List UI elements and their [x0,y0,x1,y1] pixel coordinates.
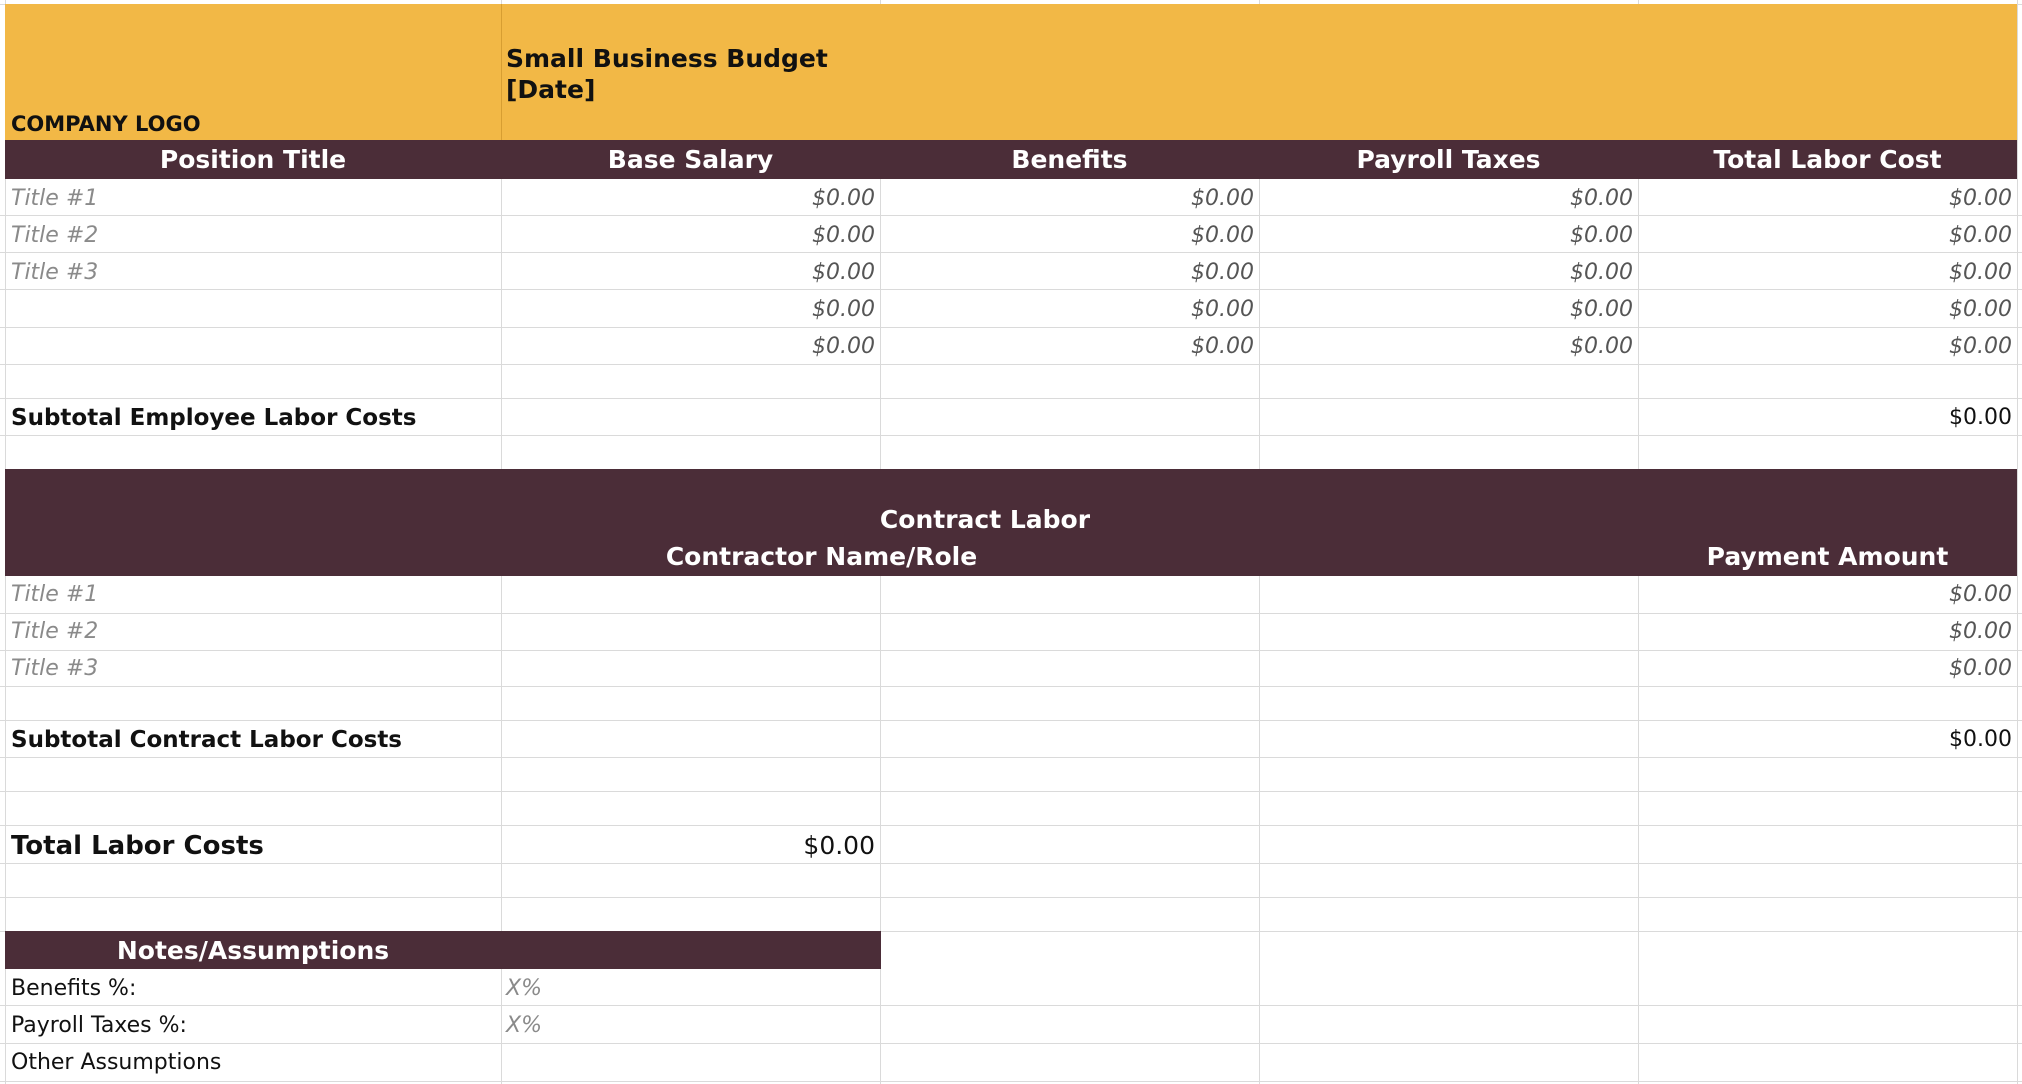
position-title-cell[interactable]: Title #1 [11,186,99,211]
total-labor-cost-cell[interactable]: $0.00 [1949,297,2012,322]
row-gridline [0,289,2022,290]
contract-labor-title: Contract Labor [879,505,1091,534]
row-gridline [0,1005,2022,1006]
row-gridline [0,791,2022,792]
total-labor-cost-cell[interactable]: $0.00 [1949,334,2012,359]
total-labor-cost-cell[interactable]: $0.00 [1949,186,2012,211]
row-gridline [0,863,2022,864]
row-gridline [0,650,2022,651]
subtotal-contract-label: Subtotal Contract Labor Costs [11,727,402,753]
base-salary-cell[interactable]: $0.00 [812,297,875,322]
payroll-taxes-cell[interactable]: $0.00 [1570,334,1633,359]
row-gridline [0,613,2022,614]
total-labor-costs-value[interactable]: $0.00 [803,831,875,860]
row-gridline [0,398,2022,399]
base-salary-cell[interactable]: $0.00 [812,260,875,285]
company-logo-placeholder: COMPANY LOGO [11,112,201,136]
benefits-cell[interactable]: $0.00 [1191,186,1254,211]
payroll-taxes-cell[interactable]: $0.00 [1570,223,1633,248]
payment-amount-cell[interactable]: $0.00 [1949,656,2012,681]
benefits-cell[interactable]: $0.00 [1191,223,1254,248]
column-gridline [2017,0,2018,1084]
notes-header: Notes/Assumptions [116,936,390,965]
header-divider [501,4,502,140]
column-header-benefits: Benefits [1011,145,1128,174]
row-gridline [0,825,2022,826]
payment-amount-cell[interactable]: $0.00 [1949,619,2012,644]
benefits-cell[interactable]: $0.00 [1191,334,1254,359]
row-gridline [0,1081,2022,1082]
total-labor-cost-cell[interactable]: $0.00 [1949,260,2012,285]
benefits-cell[interactable]: $0.00 [1191,297,1254,322]
contractor-name-cell[interactable]: Title #1 [11,582,99,607]
header-band [5,4,2017,140]
subtotal-contract-value[interactable]: $0.00 [1949,727,2012,752]
payment-amount-cell[interactable]: $0.00 [1949,582,2012,607]
base-salary-cell[interactable]: $0.00 [812,223,875,248]
notes-label-other-assumptions: Other Assumptions [11,1050,222,1075]
notes-value-benefits[interactable]: X% [506,976,542,1001]
row-gridline [0,1043,2022,1044]
total-labor-costs-label: Total Labor Costs [11,831,264,861]
row-gridline [0,215,2022,216]
payroll-taxes-cell[interactable]: $0.00 [1570,186,1633,211]
row-gridline [0,720,2022,721]
budget-title: Small Business Budget [506,44,828,73]
date-placeholder: [Date] [506,75,596,104]
row-gridline [0,757,2022,758]
row-gridline [0,435,2022,436]
base-salary-cell[interactable]: $0.00 [812,186,875,211]
column-header-position-title: Position Title [159,145,347,174]
notes-label-benefits: Benefits %: [11,976,137,1001]
payroll-taxes-cell[interactable]: $0.00 [1570,297,1633,322]
row-gridline [0,327,2022,328]
benefits-cell[interactable]: $0.00 [1191,260,1254,285]
subtotal-employee-label: Subtotal Employee Labor Costs [11,405,417,431]
contractor-name-header: Contractor Name/Role [665,542,978,571]
payment-amount-header: Payment Amount [1706,542,1949,571]
column-header-payroll-taxes: Payroll Taxes [1356,145,1541,174]
row-gridline [0,897,2022,898]
payroll-taxes-cell[interactable]: $0.00 [1570,260,1633,285]
row-gridline [0,252,2022,253]
row-gridline [0,364,2022,365]
contractor-name-cell[interactable]: Title #3 [11,656,99,681]
total-labor-cost-cell[interactable]: $0.00 [1949,223,2012,248]
position-title-cell[interactable]: Title #3 [11,260,99,285]
contractor-name-cell[interactable]: Title #2 [11,619,99,644]
subtotal-employee-value[interactable]: $0.00 [1949,405,2012,430]
notes-label-payroll-taxes: Payroll Taxes %: [11,1013,187,1038]
position-title-cell[interactable]: Title #2 [11,223,99,248]
row-gridline [0,686,2022,687]
notes-value-payroll-taxes[interactable]: X% [506,1013,542,1038]
column-header-base-salary: Base Salary [607,145,774,174]
base-salary-cell[interactable]: $0.00 [812,334,875,359]
column-header-total-labor-cost: Total Labor Cost [1713,145,1942,174]
